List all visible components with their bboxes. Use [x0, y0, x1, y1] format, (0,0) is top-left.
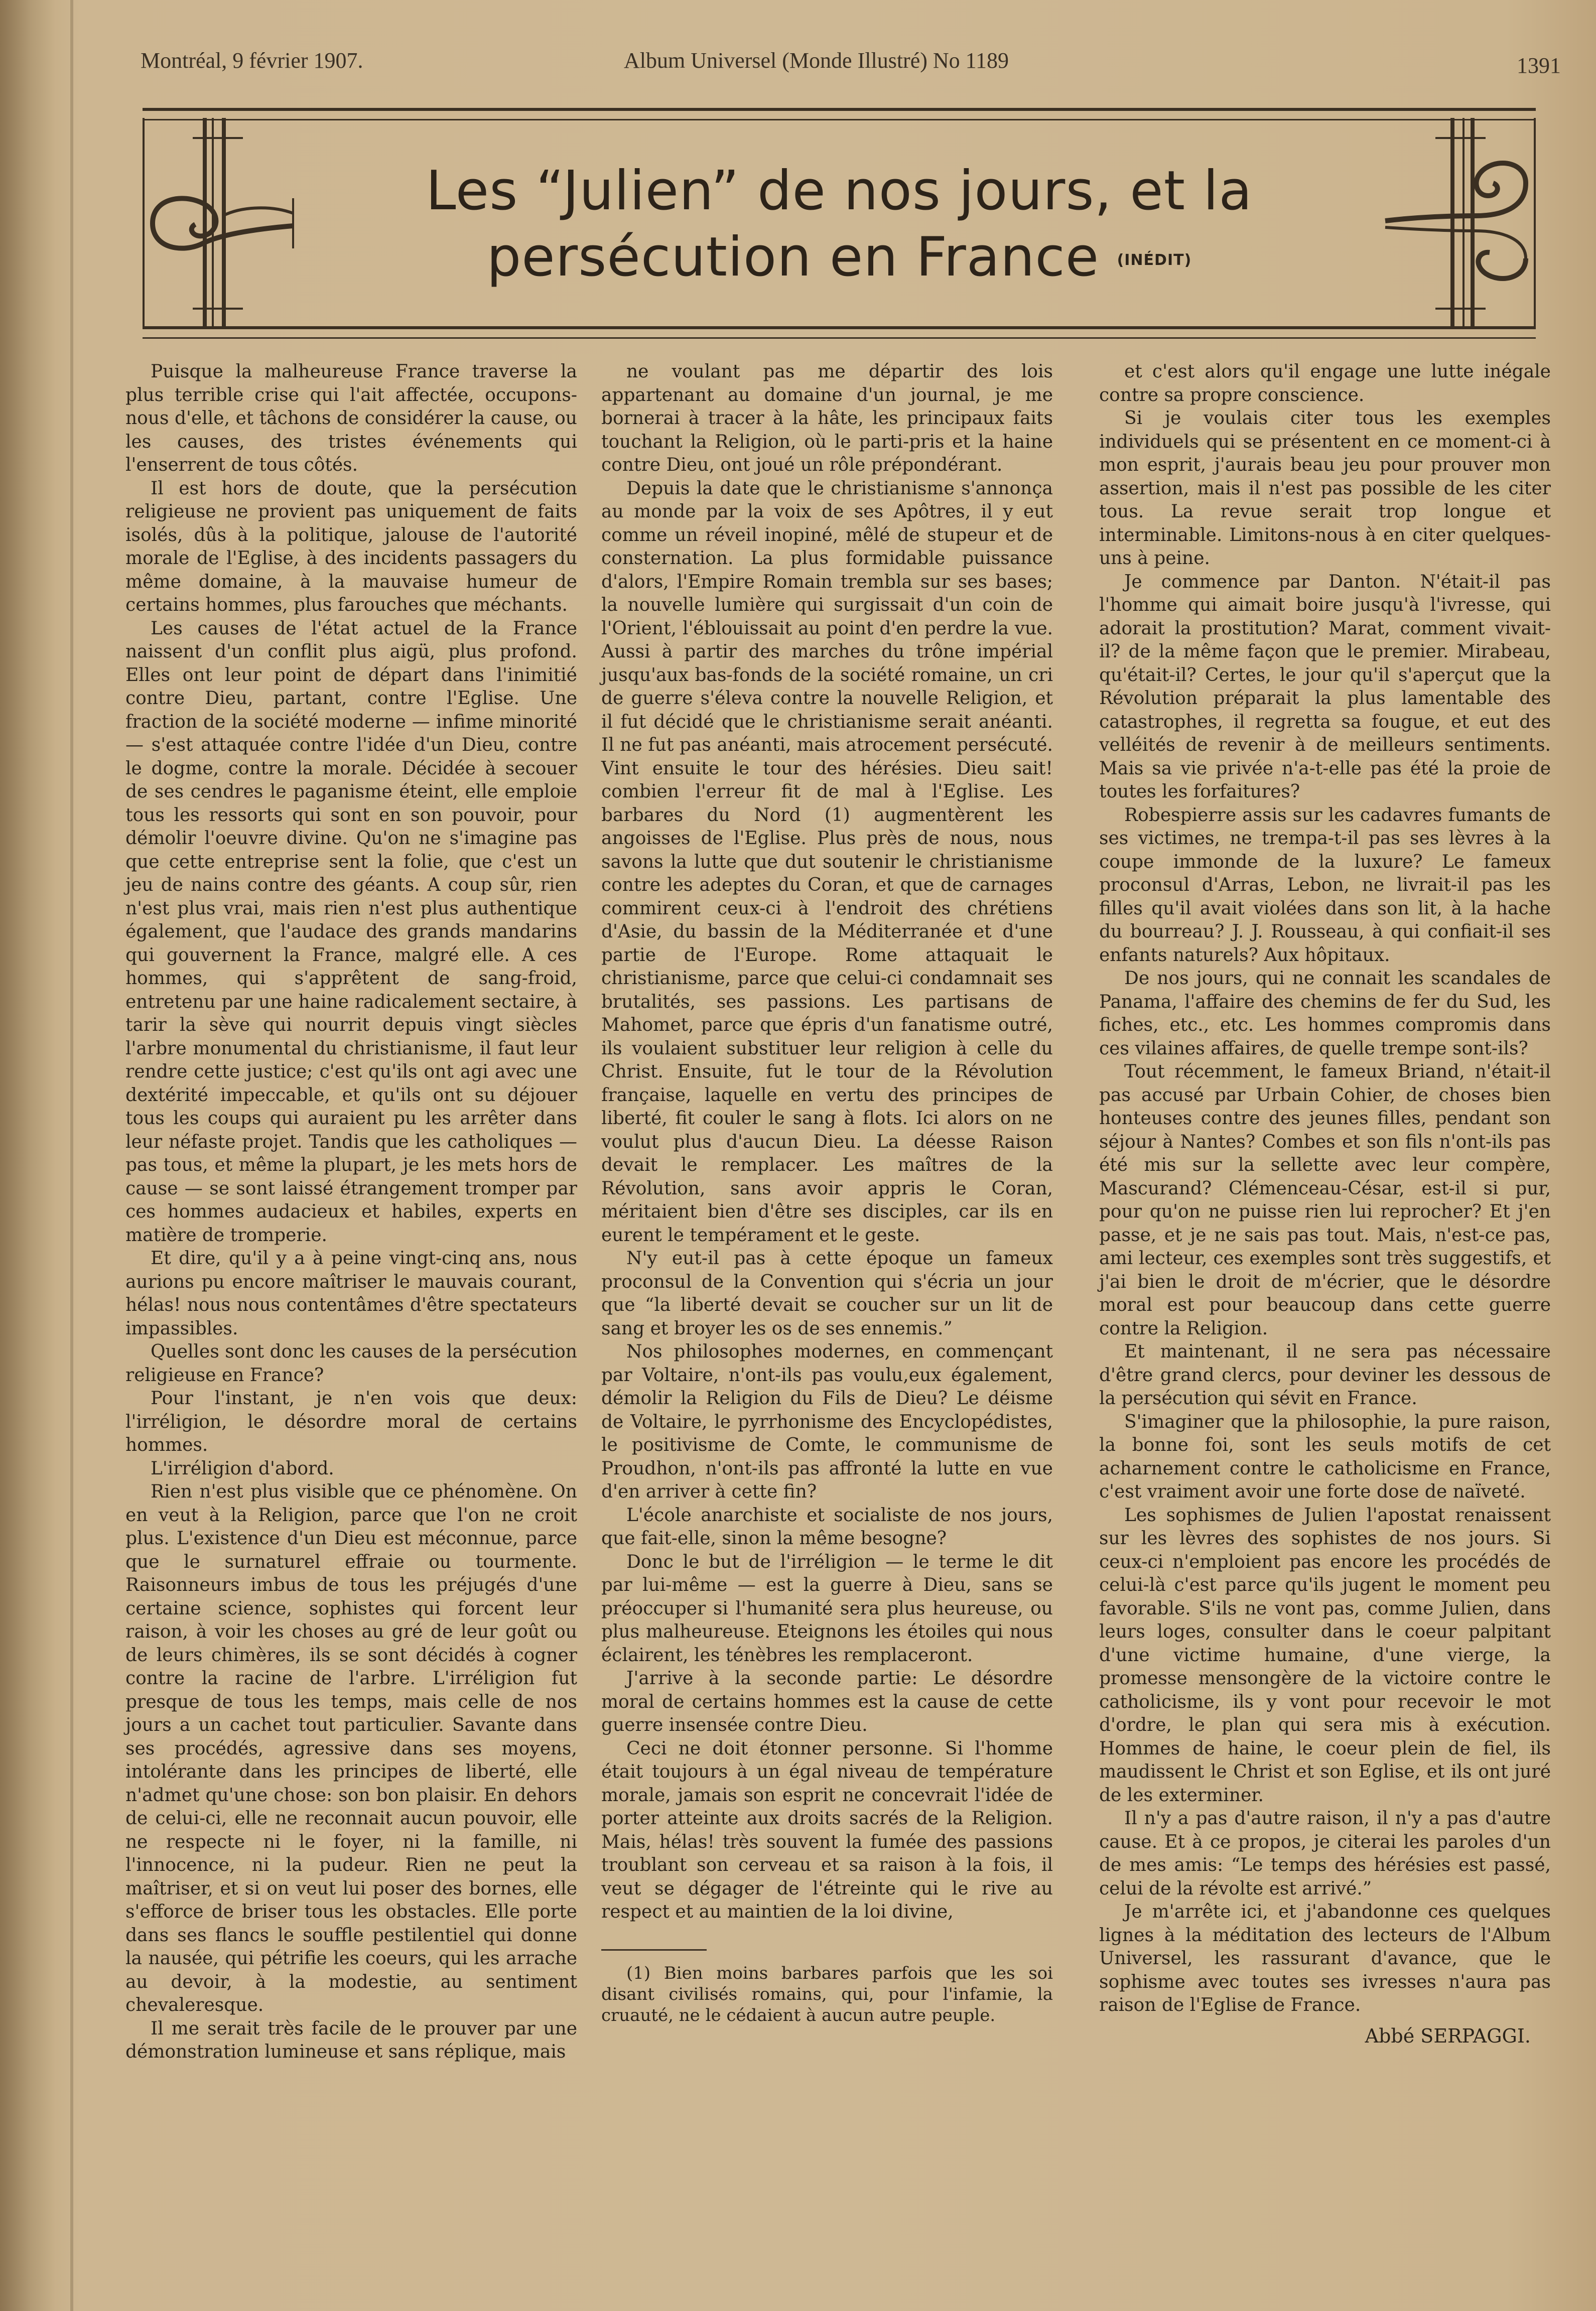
paragraph: Je commence par Danton. N'était-il pas l'homme qui aimait boire jusqu'à l'ivresse, qui adorait la prostitution? Marat, comment vivait-il? de la même façon que le premier. Mirabeau, qu'était-il? Certes, le jour qu'il s'aperçut que la Révolution préparait la plus lamentable des catastrophes, il regretta sa fougue, et eut des velléités de revenir à de meilleurs sentiments. Mais sa vie privée n'a-t-elle pas été la proie de toutes les forfaitures?: [1099, 571, 1551, 802]
banner-bottom-rule: [143, 326, 1536, 339]
paragraph: Il est hors de doute, que la persécution religieuse ne provient pas uniquement de faits isolés, dûs à la politique, jalouse de l'autorité morale de l'Eglise, à des incidents passagers du même domaine, à la mauvaise humeur de certains hommes, plus farouches que méchants.: [125, 478, 577, 615]
title-block: [308, 148, 1370, 304]
paragraph: Ceci ne doit étonner personne. Si l'homme était toujours à un égal niveau de température morale, jamais son esprit ne concevrait l'idée de porter atteinte aux droits sacrés de la Religion. Mais, hélas! très souvent la fumée des passions troublant son cerveau et sa raison à la fois, il veut se dégager de l'étreinte qui le rive au respect et au maintien de la loi divine,: [601, 1738, 1053, 1922]
paragraph: Il n'y a pas d'autre raison, il n'y a pas d'autre cause. Et à ce propos, je citerai les paroles d'un de mes amis: “Le temps des hérésies est passé, celui de la révolte est arrivé.”: [1099, 1808, 1551, 1899]
footnote-rule: [601, 1949, 707, 1951]
paragraph: Les sophismes de Julien l'apostat renaissent sur les lèvres des sophistes de nos jours. Si ceux-ci n'emploient pas encore les procédés de celui-là c'est parce qu'ils jugent le moment peu favorable. S'ils ne vont pas, comme Julien, dans leurs loges, consulter dans le coeur palpitant d'une victime humaine, d'une vierge, la promesse mensongère de la victoire contre le catholicisme, ils y vont pour recevoir le mot d'ordre, le plan qui sera mis à exécution. Hommes de haine, le coeur plein de fiel, ils maudissent le Christ et son Eglise, et ils ont juré de les exterminer.: [1099, 1505, 1551, 1806]
title-banner: [143, 108, 1536, 339]
paragraph: L'école anarchiste et socialiste de nos jours, que fait-elle, sinon la même besogne?: [601, 1505, 1053, 1549]
paragraph: Je m'arrête ici, et j'abandonne ces quelques lignes à la méditation des lecteurs de l'Album Universel, les rassurant d'avance, que le sophisme avec toutes ses ivresses n'aura pas raison de l'Eglise de France.: [1099, 1901, 1551, 2015]
header-date: Montréal, 9 février 1907.: [141, 48, 363, 73]
paragraph: Si je voulais citer tous les exemples individuels qui se présentent en ce moment-ci à mon esprit, j'aurais beau jeu pour prouver mon assertion, mais il n'est pas possible de les citer tous. La revue serait trop longue et interminable. Limitons-nous à en citer quelques-uns à peine.: [1099, 408, 1551, 569]
page-crease: [70, 0, 73, 2311]
paragraph: L'irréligion d'abord.: [151, 1458, 334, 1479]
title-tag: (INÉDIT): [1117, 251, 1192, 269]
column-2: [601, 360, 1053, 2026]
paragraph: Il me serait très facile de le prouver par une démonstration lumineuse et sans réplique, mais: [125, 2018, 577, 2062]
paragraph: et c'est alors qu'il engage une lutte inégale contre sa propre conscience.: [1099, 361, 1551, 405]
author-signature: Abbé SERPAGGI.: [1365, 2024, 1531, 2047]
paragraph: Robespierre assis sur les cadavres fumants de ses victimes, ne trempa-t-il pas ses lèvres à la coupe immonde de la luxure? Le fameux proconsul d'Arras, Lebon, ne livrait-il pas les filles qu'il avait violées dans son lit, à la hache du bourreau? J. J. Rousseau, à qui confiait-il ses enfants naturels? Aux hôpitaux.: [1099, 804, 1551, 966]
paragraph: Pour l'instant, je n'en vois que deux: l'irréligion, le désordre moral de certains hommes.: [125, 1388, 577, 1455]
column-1: [125, 360, 577, 2064]
page-edge-shadow: [0, 0, 55, 2311]
right-ornament-icon: [1375, 108, 1536, 339]
title-line-1: Les “Julien” de nos jours, et la: [426, 160, 1253, 222]
article-body: [125, 360, 1586, 2302]
paragraph: Et dire, qu'il y a à peine vingt-cinq ans, nous aurions pu encore maîtriser le mauvais courant, hélas! nous nous contentâmes d'être spectateurs impassibles.: [125, 1248, 577, 1339]
paragraph: Nos philosophes modernes, en commençant par Voltaire, n'ont-ils pas voulu,eux également, démolir la Religion du Fils de Dieu? Le déisme de Voltaire, le pyrrhonisme des Encyclopédistes, le positivisme de Comte, le communisme de Proudhon, n'ont-ils pas affronté la lutte en vue d'en arriver à cette fin?: [601, 1341, 1053, 1502]
paragraph: Les causes de l'état actuel de la France naissent d'un conflit plus aigü, plus profond. Elles ont leur point de départ dans l'inimitié contre Dieu, partant, contre l'Eglise. Une fraction de la société moderne — infime minorité — s'est attaquée contre l'idée d'un Dieu, contre le dogme, contre la morale. Décidée à secouer de ses cendres le paganisme éteint, elle emploie tous les ressorts qui sont en son pouvoir, pour démolir l'oeuvre divine. Qu'on ne s'imagine pas que cette entreprise sent la folie, que c'est un jeu de nains contre des géants. A coup sûr, rien n'est plus vrai, mais rien n'est plus authentique également, que l'audace des grands mandarins qui gouvernent la France, malgré elle. A ces hommes, qui s'apprêtent de sang-froid, entretenu par une haine radicalement sectaire, à tarir la sève qui nourrit depuis vingt siècles l'arbre monumental du christianisme, il faut leur rendre cette justice; c'est qu'ils ont agi avec une dextérité impeccable, et qu'ils ont su déjouer tous les coups qui auraient pu les arrêter dans leur néfaste projet. Tandis que les catholiques —pas tous, et même la plupart, je les mets hors de cause — se sont laissé étrangement tromper par ces hommes audacieux et habiles, experts en matière de tromperie.: [125, 618, 577, 1246]
article-title: [308, 148, 1370, 294]
column-3: [1099, 360, 1551, 2048]
paragraph: J'arrive à la seconde partie: Le désordre moral de certains hommes est la cause de cette guerre insensée contre Dieu.: [601, 1668, 1053, 1735]
paragraph: Et maintenant, il ne sera pas nécessaire d'être grand clercs, pour deviner les dessous de la persécution qui sévit en France.: [1099, 1341, 1551, 1409]
paragraph: Puisque la malheureuse France traverse la plus terrible crise qui l'ait affectée, occupons-nous d'elle, et tâchons de considérer la cause, ou les causes, des tristes événements qui l'enserrent de tous côtés.: [125, 361, 577, 475]
header-page-number: 1391: [1517, 53, 1561, 78]
paragraph: Tout récemment, le fameux Briand, n'était-il pas accusé par Urbain Cohier, de choses bien honteuses contre des jeunes filles, pendant son séjour à Nantes? Combes et son fils n'ont-ils pas été mis sur la sellette avec leur compère, Mascurand? Clémenceau-César, est-il si pur, pour qu'on ne puisse rien lui reprocher? Et j'en passe, et je ne sais pas tout. Mais, n'est-ce pas, ami lecteur, ces exemples sont très suggestifs, et j'ai bien le droit de m'écrier, que le désordre moral est pour beaucoup dans cette guerre contre la Religion.: [1099, 1061, 1551, 1339]
paragraph: Rien n'est plus visible que ce phénomène. On en veut à la Religion, parce que l'on ne croit plus. L'existence d'un Dieu est méconnue, parce que le surnaturel effraie ou tourmente. Raisonneurs imbus de tous les préjugés d'une certaine science, sophistes qui forcent leur raison, à voir les choses au gré de leur goût ou de leurs chimères, ils se sont décidés à cogner contre la racine de l'arbre. L'irréligion fut presque de tous les temps, mais celle de nos jours a un cachet tout particulier. Savante dans ses procédés, agressive dans ses moyens, intolérante dans les principes de liberté, elle n'admet qu'une chose: son bon plaisir. En dehors de celui-ci, elle ne reconnait aucun pouvoir, elle ne respecte ni le foyer, ni la famille, ni l'innocence, ni la pudeur. Rien ne peut la maîtriser, et si on veut lui poser des bornes, elle s'efforce de briser tous les obstacles. Elle porte dans ses flancs le souffle pestilentiel qui donne la nausée, qui pétrifie les coeurs, qui les arrache au devoir, à la modestie, au sentiment chevaleresque.: [125, 1481, 577, 2015]
paragraph: Quelles sont donc les causes de la persécution religieuse en France?: [125, 1341, 577, 1386]
paragraph: ne voulant pas me départir des lois appartenant au domaine d'un journal, je me bornerai à tracer à la hâte, les principaux faits touchant la Religion, où le parti-pris et la haine contre Dieu, ont joué un rôle prépondérant.: [601, 361, 1053, 475]
paragraph: De nos jours, qui ne connait les scandales de Panama, l'affaire des chemins de fer du Sud, les fiches, etc., etc. Les hommes compromis dans ces vilaines affaires, de quelle trempe sont-ils?: [1099, 968, 1551, 1059]
paragraph: Donc le but de l'irréligion — le terme le dit par lui-même — est la guerre à Dieu, sans se préoccuper si l'humanité sera plus heureuse, ou plus malheureuse. Eteignons les étoiles qui nous éclairent, les ténèbres les remplaceront.: [601, 1551, 1053, 1666]
paragraph: N'y eut-il pas à cette époque un fameux proconsul de la Convention qui s'écria un jour que “la liberté devait se coucher sur un lit de sang et broyer les os de ses ennemis.”: [601, 1248, 1053, 1339]
header-journal-title: Album Universel (Monde Illustré) No 1189: [624, 48, 1009, 73]
title-line-2: persécution en France: [486, 226, 1100, 289]
footnote: (1) Bien moins barbares parfois que les soi disant civilisés romains, qui, pour l'infamie, la cruauté, ne le cédaient à aucun autre peuple.: [601, 1963, 1053, 2025]
page-header: [141, 48, 1561, 88]
paragraph: Depuis la date que le christianisme s'annonça au monde par la voix de ses Apôtres, il y eut comme un réveil inopiné, mêlé de stupeur et de consternation. La plus formidable puissance d'alors, l'Empire Romain trembla sur ses bases; la nouvelle lumière qui surgissait d'un coin de l'Orient, l'éblouissait au point d'en perdre la vue. Aussi à partir des marches du trône impérial jusqu'aux bas-fonds de la société romaine, un cri de guerre s'éleva contre la nouvelle Religion, et il fut décidé que le christianisme serait anéanti. Il ne fut pas anéanti, mais atrocement persécuté. Vint ensuite le tour des hérésies. Dieu sait! combien l'erreur fit de mal à l'Eglise. Les barbares du Nord (1) augmentèrent les angoisses de l'Eglise. Plus près de nous, nous savons la lutte que dut soutenir le christianisme contre les adeptes du Coran, et que de carnages commirent ceux-ci à l'endroit des chrétiens d'Asie, du bassin de la Méditerranée et d'une partie de l'Europe. Rome attaquait le christianisme, parce que celui-ci condamnait ses brutalités, ses passions. Les partisans de Mahomet, parce que épris d'un fanatisme outré, ils voulaient substituer leur religion à celle du Christ. Ensuite, fut le tour de la Révolution française, laquelle en vertu des principes de liberté, fit couler le sang à flots. Ici alors on ne voulut plus d'aucun Dieu. La déesse Raison devait le remplacer. Les maîtres de la Révolution, sans avoir appris le Coran, méritaient bien d'être ses disciples, car ils en eurent le tempérament et le geste.: [601, 478, 1053, 1246]
banner-top-rule: [143, 108, 1536, 120]
paragraph: S'imaginer que la philosophie, la pure raison, la bonne foi, sont les seuls motifs de cet acharnement contre le catholicisme en France, c'est vraiment avoir une forte dose de naïveté.: [1099, 1411, 1551, 1502]
left-ornament-icon: [143, 108, 303, 339]
